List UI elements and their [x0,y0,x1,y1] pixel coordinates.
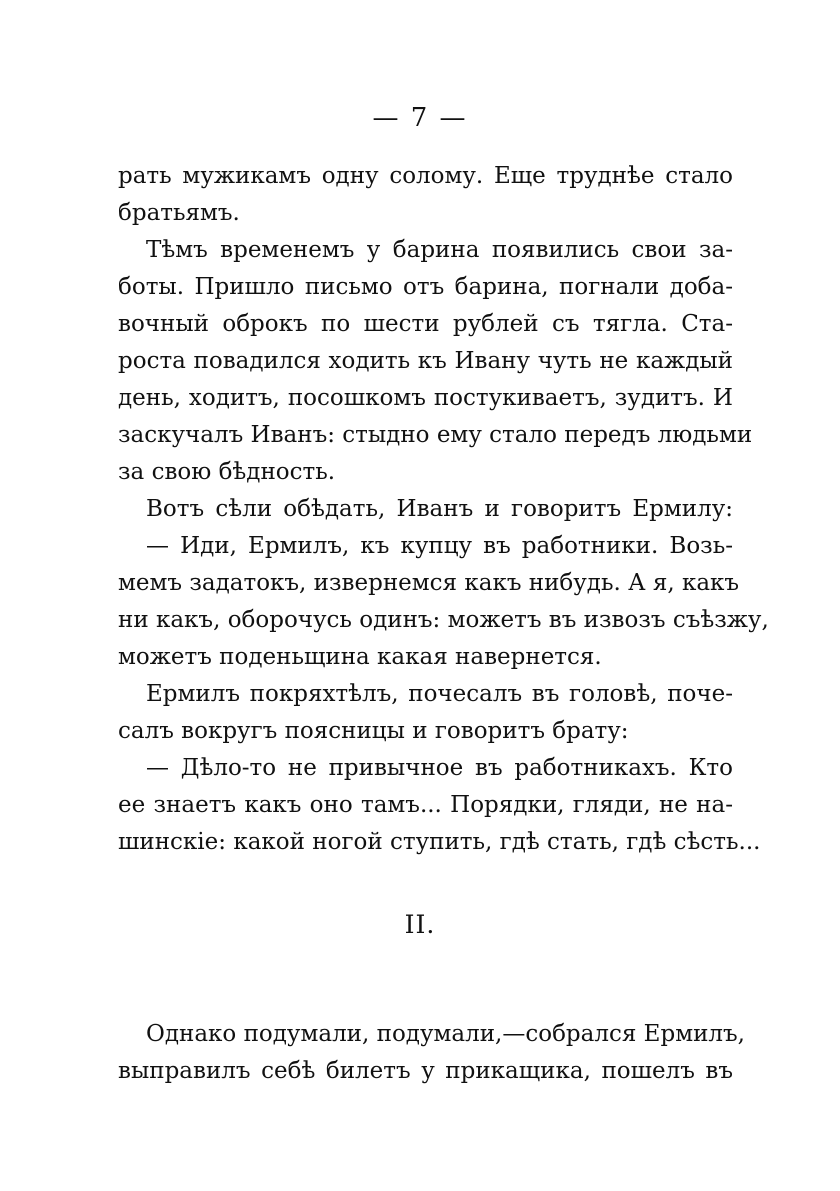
text-line: Вотъ сѣли обѣдать, Иванъ и говоритъ Ермилу: [146,496,733,522]
text-line: рать мужикамъ одну солому. Еще труднѣе стало [118,163,733,189]
text-line: выправилъ себѣ билетъ у прикащика, пошелъ въ [118,1058,733,1084]
text-block-section-start [118,1016,745,1090]
text-line: — Иди, Ермилъ, къ купцу въ работники. Возь- [146,533,733,559]
text-line: за свою бѣдность. [118,459,336,485]
text-line: ни какъ, оборочусь одинъ: можетъ въ извозъ съѣзжу, [118,607,769,633]
text-line: — Дѣло-то не привычное въ работникахъ. Кто [146,755,733,781]
text-line: день, ходитъ, посошкомъ постукиваетъ, зудитъ. И [118,385,733,411]
text-line: Тѣмъ временемъ у барина появились свои за- [146,237,733,263]
text-line: мемъ задатокъ, извернемся какъ нибудь. А я, какъ [118,570,740,596]
text-line: Однако подумали, подумали,—собрался Ермилъ, [146,1021,745,1047]
text-line: боты. Пришло письмо отъ барина, погнали доба- [118,274,733,300]
text-line: шинскіе: какой ногой ступить, гдѣ стать, гдѣ сѣсть... [118,829,761,855]
text-line: заскучалъ Иванъ: стыдно ему стало передъ людьми [118,422,753,448]
section-heading: II. [404,910,436,939]
text-line: ее знаетъ какъ оно тамъ... Порядки, гляди, не на- [118,792,733,818]
page-number: — 7 — [372,103,468,133]
text-line: Ермилъ покряхтѣлъ, почесалъ въ головѣ, поче- [146,681,733,707]
text-block-chapter-end [118,158,769,861]
text-line: роста повадился ходить къ Ивану чуть не каждый [118,348,733,374]
text-line: вочный оброкъ по шести рублей съ тягла. Ста- [118,311,733,337]
text-line: братьямъ. [118,200,240,226]
text-line: салъ вокругъ поясницы и говоритъ брату: [118,718,629,744]
text-line: можетъ поденьщина какая навернется. [118,644,602,670]
